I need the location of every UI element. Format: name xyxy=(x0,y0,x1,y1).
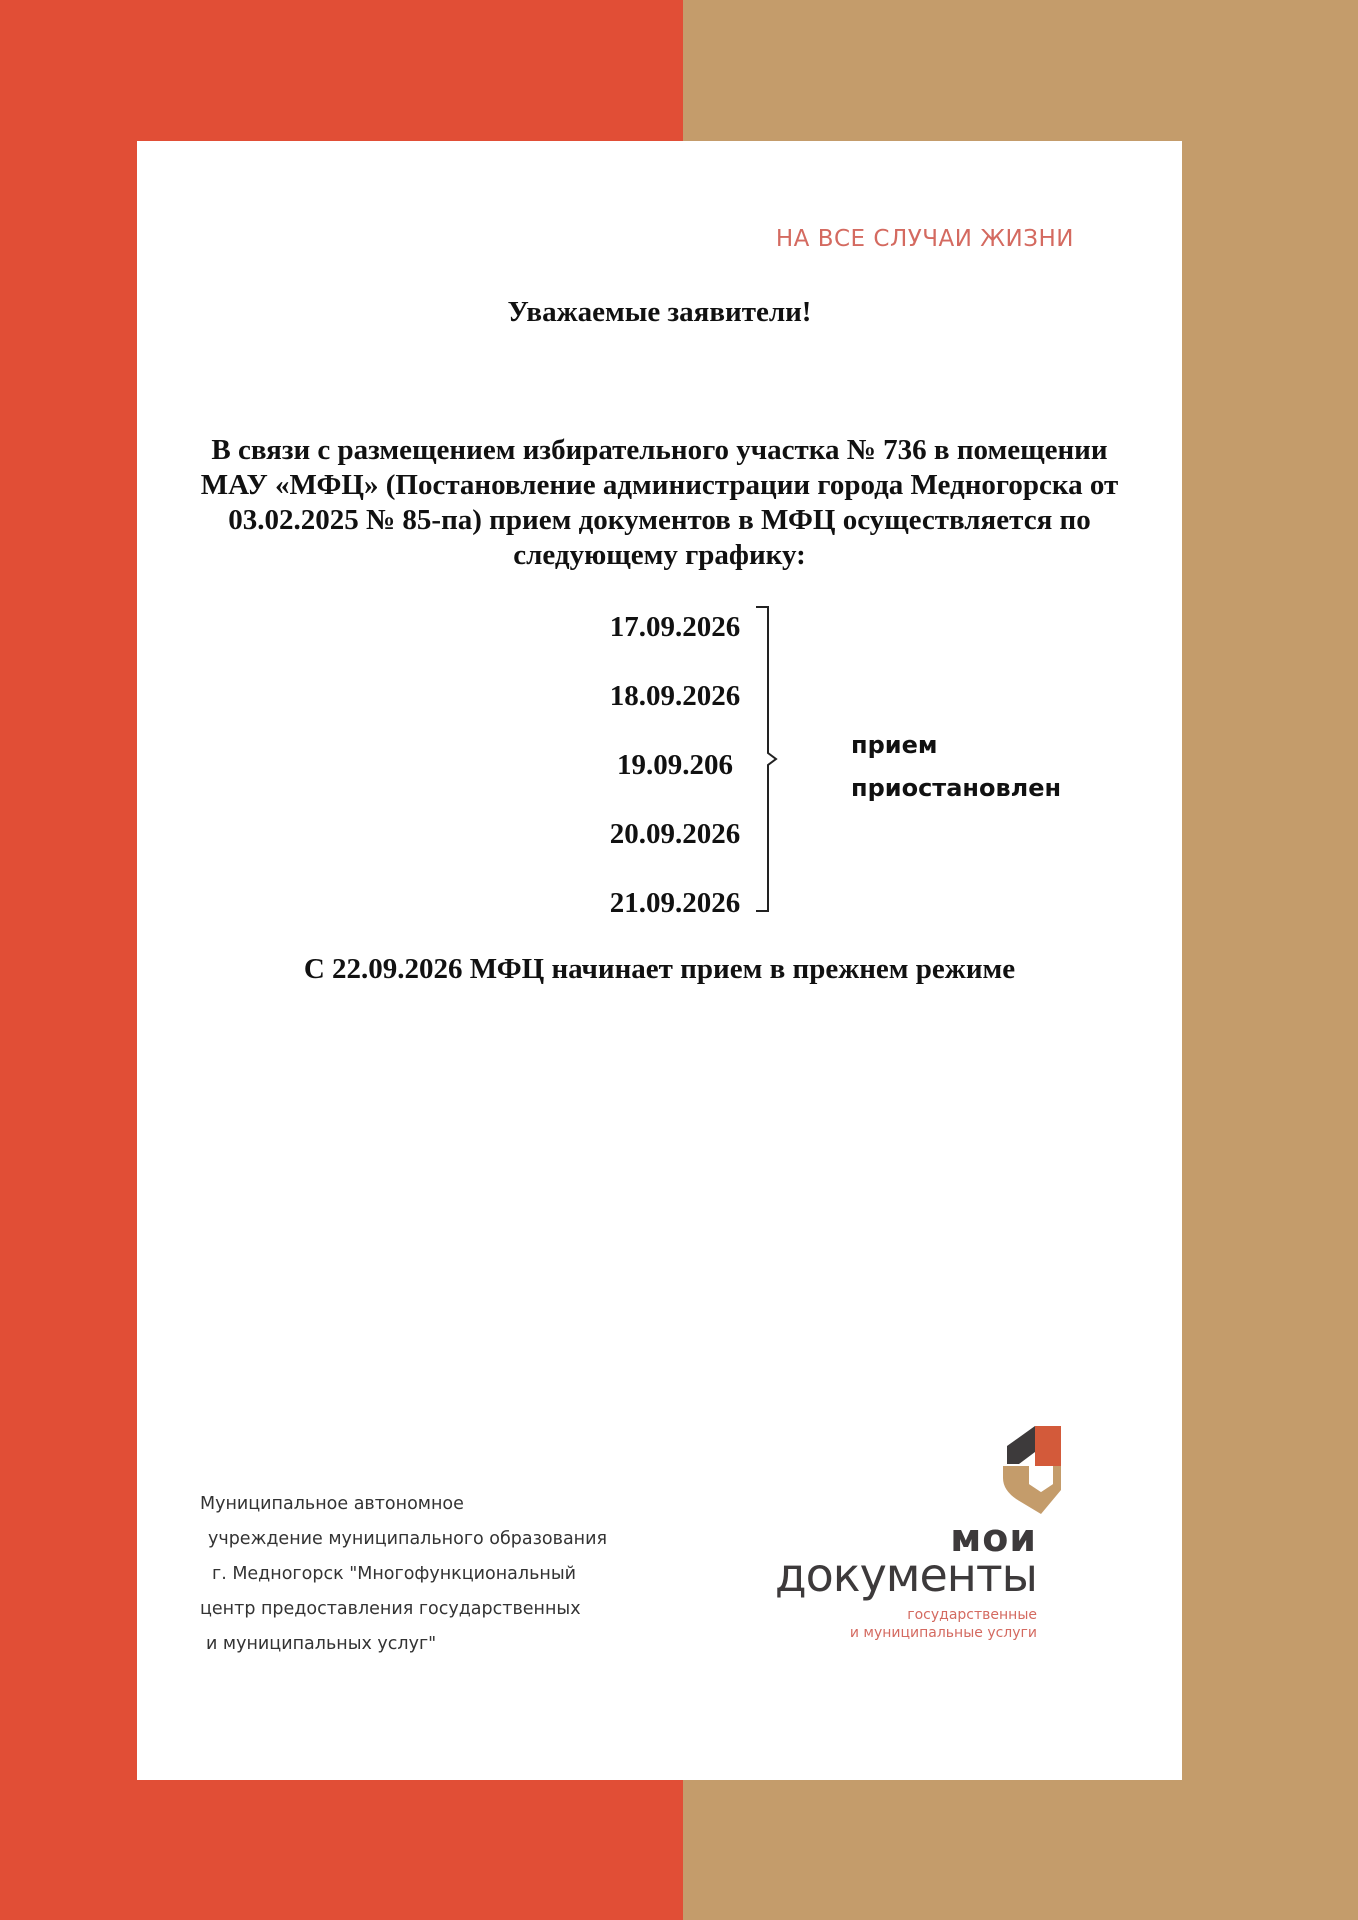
intro-line: следующему графику: xyxy=(513,539,806,571)
greeting-heading: Уважаемые заявители! xyxy=(507,296,812,328)
resume-notice: С 22.09.2026 МФЦ начинает прием в прежнем режиме xyxy=(303,953,1016,985)
schedule-date: 21.09.2026 xyxy=(609,887,741,919)
intro-paragraph xyxy=(157,433,1162,573)
org-line: Муниципальное автономное xyxy=(200,1494,464,1514)
moi-dokumenty-logo xyxy=(774,1426,1097,1656)
org-line: центр предоставления государственных xyxy=(200,1599,581,1619)
logo-subtitle-line: государственные xyxy=(907,1607,1037,1623)
logo-subtitle-line: и муниципальные услуги xyxy=(849,1625,1037,1641)
schedule-date: 17.09.2026 xyxy=(609,611,741,643)
organization-name xyxy=(200,1487,607,1662)
schedule-date: 20.09.2026 xyxy=(609,818,741,850)
suspended-line: прием xyxy=(851,731,938,759)
intro-line: МАУ «МФЦ» (Постановление администрации города Медногорска от xyxy=(200,469,1119,501)
org-line: г. Медногорск "Многофункциональный xyxy=(212,1564,577,1584)
org-line: учреждение муниципального образования xyxy=(208,1529,608,1549)
intro-line: В связи с размещением избирательного участка № 736 в помещении xyxy=(211,434,1108,466)
org-line: и муниципальных услуг" xyxy=(206,1634,437,1654)
notice-sheet xyxy=(137,141,1182,1780)
schedule-date: 18.09.2026 xyxy=(609,680,741,712)
slogan: НА ВСЕ СЛУЧАИ ЖИЗНИ xyxy=(775,226,1074,252)
schedule-date: 19.09.206 xyxy=(617,749,733,781)
right-brace-icon xyxy=(754,605,794,925)
logo-line-moi: мои xyxy=(950,1516,1037,1560)
suspended-note xyxy=(851,724,1061,810)
suspended-line: приостановлен xyxy=(851,774,1062,802)
logo-subtitle xyxy=(850,1606,1037,1642)
intro-line: 03.02.2025 № 85-па) прием документов в МФЦ осуществляется по xyxy=(228,504,1091,536)
moi-dokumenty-logo-icon xyxy=(995,1426,1075,1516)
logo-line-dokumenty: документы xyxy=(774,1548,1037,1602)
